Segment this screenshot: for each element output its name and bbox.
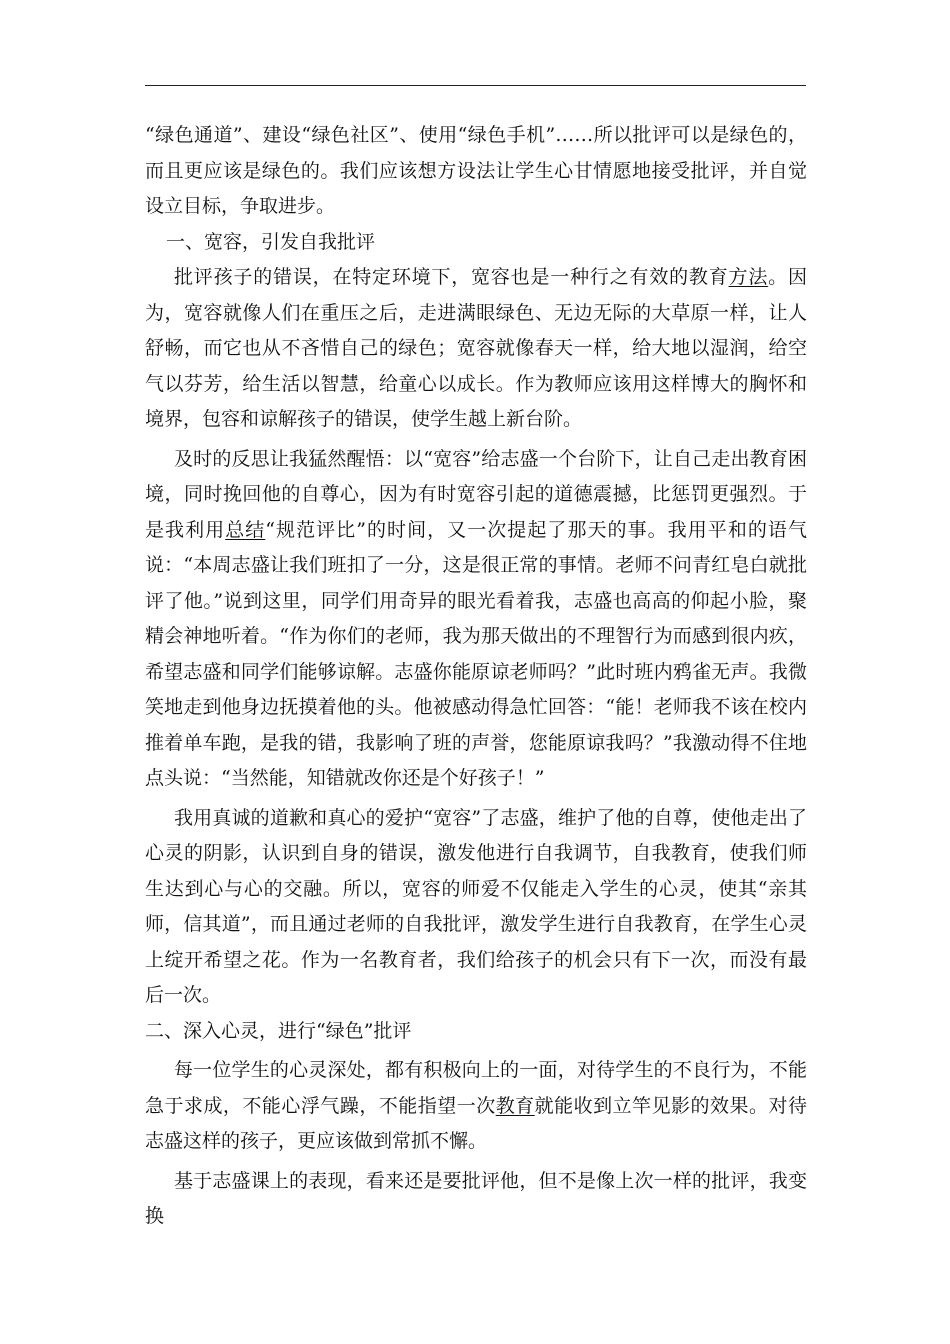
header-rule xyxy=(145,85,806,86)
paragraph xyxy=(145,260,807,438)
paragraph-text: 及时的反思让我猛然醒悟：以“宽容”给志盛一个台阶下，让自己走出教育困境，同时挽回他的自尊心，因为有时宽容引起的道德震撼，比惩罚更强烈。于是我利用 xyxy=(145,447,807,541)
paragraph-text: “规范评比”的时间，又一次提起了那天的事。我用平和的语气说：“本周志盛让我们班扣了一分，这是很正常的事情。老师不问青红皂白就批评了他。”说到这里，同学们用奇异的眼光看着我，志盛也高高的仰起小脸，聚精会神地听着。“作为你们的老师，我为那天做出的不理智行为而感到很内疚，希望志盛和同学们能够谅解。志盛你能原谅老师吗？”此时班内鸦雀无声。我微笑地走到他身边抚摸着他的头。他被感动得急忙回答：“能！老师我不该在校内推着单车跑，是我的错，我影响了班的声誉，您能原谅我吗？”我激动得不住地点头说：“当然能，知错就改你还是个好孩子！” xyxy=(145,518,807,789)
paragraph-text: 批评孩子的错误，在特定环境下，宽容也是一种行之有效的教育 xyxy=(174,266,729,288)
link-education[interactable]: 教育 xyxy=(495,1094,535,1117)
document-body xyxy=(145,118,807,1235)
paragraph: 基于志盛课上的表现，看来还是要批评他，但不是像上次一样的批评，我变换 xyxy=(145,1169,807,1227)
paragraph: “绿色通道”、建设“绿色社区”、使用“绿色手机”……所以批评可以是绿色的，而且更应该是绿色的。我们应该想方设法让学生心甘情愿地接受批评，并自觉设立目标，争取进步。 xyxy=(145,124,807,217)
paragraph-text: 就能收到立竿见影的效果。对待志盛这样的孩子，更应该做到常抓不懈。 xyxy=(145,1094,807,1152)
paragraph-text: 。因为，宽容就像人们在重压之后，走进满眼绿色、无边无际的大草原一样，让人舒畅，而它也从不吝惜自己的绿色；宽容就像春天一样，给大地以湿润，给空气以芬芳，给生活以智慧，给童心以成长。作为教师应该用这样博大的胸怀和境界，包容和谅解孩子的错误，使学生越上新台阶。 xyxy=(145,266,807,430)
paragraph: 我用真诚的道歉和真心的爱护“宽容”了志盛，维护了他的自尊，使他走出了心灵的阴影，认识到自身的错误，激发他进行自我调节，自我教育，使我们师生达到心与心的交融。所以，宽容的师爱不仅能走入学生的心灵，使其“亲其师，信其道”，而且通过老师的自我批评，激发学生进行自我教育，在学生心灵上绽开希望之花。作为一名教育者，我们给孩子的机会只有下一次，而没有最后一次。 xyxy=(145,806,807,1006)
section-heading: 一、宽容，引发自我批评 xyxy=(166,230,376,253)
link-summary[interactable]: 总结 xyxy=(225,518,266,541)
paragraph xyxy=(145,1053,807,1160)
paragraph-text: 每一位学生的心灵深处，都有积极向上的一面，对待学生的不良行为，不能急于求成，不能心浮气躁，不能指望一次 xyxy=(145,1059,807,1117)
paragraph xyxy=(145,442,807,797)
section-heading: 二、深入心灵，进行“绿色”批评 xyxy=(145,1019,412,1042)
link-method[interactable]: 方法 xyxy=(728,266,769,288)
